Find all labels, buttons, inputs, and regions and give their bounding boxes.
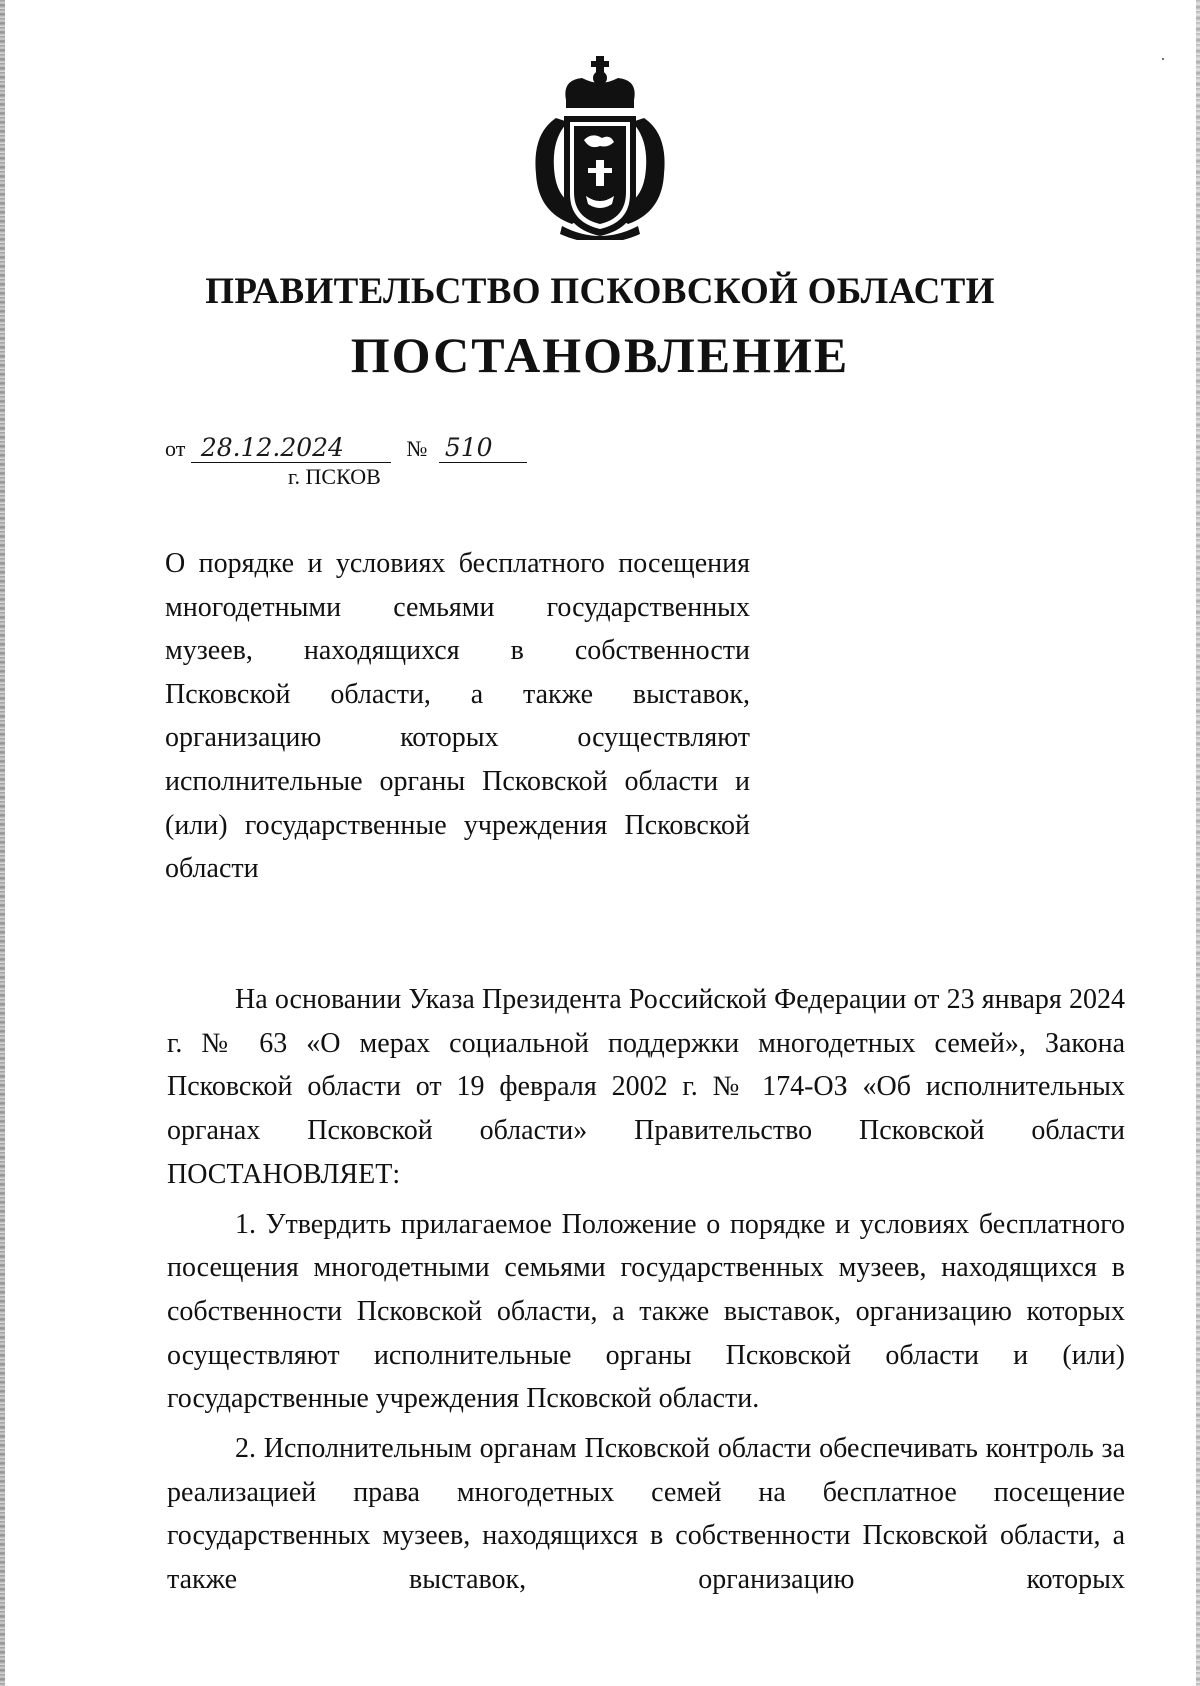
scan-edge-right [1196,0,1200,1686]
scan-speck [1162,58,1164,60]
item-2-paragraph: 2. Исполнительным органам Псковской области обеспечивать контроль за реализацией права многодетных семей на бесплатное посещение государственных музеев, находящихся в собственности Псковской области, а также выставок, организацию которых [167,1433,1125,1596]
date-prefix: от [165,436,186,461]
organization-heading: ПРАВИТЕЛЬСТВО ПСКОВСКОЙ ОБЛАСТИ [205,271,995,312]
coat-of-arms-emblem [526,56,674,240]
number-prefix: № [406,436,428,461]
document-city: г. ПСКОВ [288,464,381,489]
document-type-heading: ПОСТАНОВЛЕНИЕ [350,327,850,383]
item-1-paragraph: 1. Утвердить прилагаемое Положение о порядке и условиях бесплатного посещения многодетными семьями государственных музеев, находящихся в собственности Псковской области, а также выставок, организацию которых осуществляют исполнительные органы Псковской области и (или) государственные учреждения Псковской области. [167,1208,1125,1415]
document-date: 28.12.2024 [191,434,391,463]
document-body [167,978,1125,1602]
document-date-number-line [165,434,527,463]
document-subject: О порядке и условиях бесплатного посещения многодетными семьями государственных музеев, находящихся в собственности Псковской области, а также выставок, организацию которых осуществляют исполнительные органы Псковской области и (или) государственные учреждения Псковской области [165,548,750,885]
document-number: 510 [439,434,527,463]
preamble-paragraph: На основании Указа Президента Российской Федерации от 23 января 2024 г. № 63 «О мерах социальной поддержки многодетных семей», Закона Псковской области от 19 февраля 2002 г. № 174-ОЗ «Об исполнительных органах Псковской области» Правительство Псковской области ПОСТАНОВЛЯЕТ: [167,984,1125,1190]
scan-edge-left [0,0,5,1686]
